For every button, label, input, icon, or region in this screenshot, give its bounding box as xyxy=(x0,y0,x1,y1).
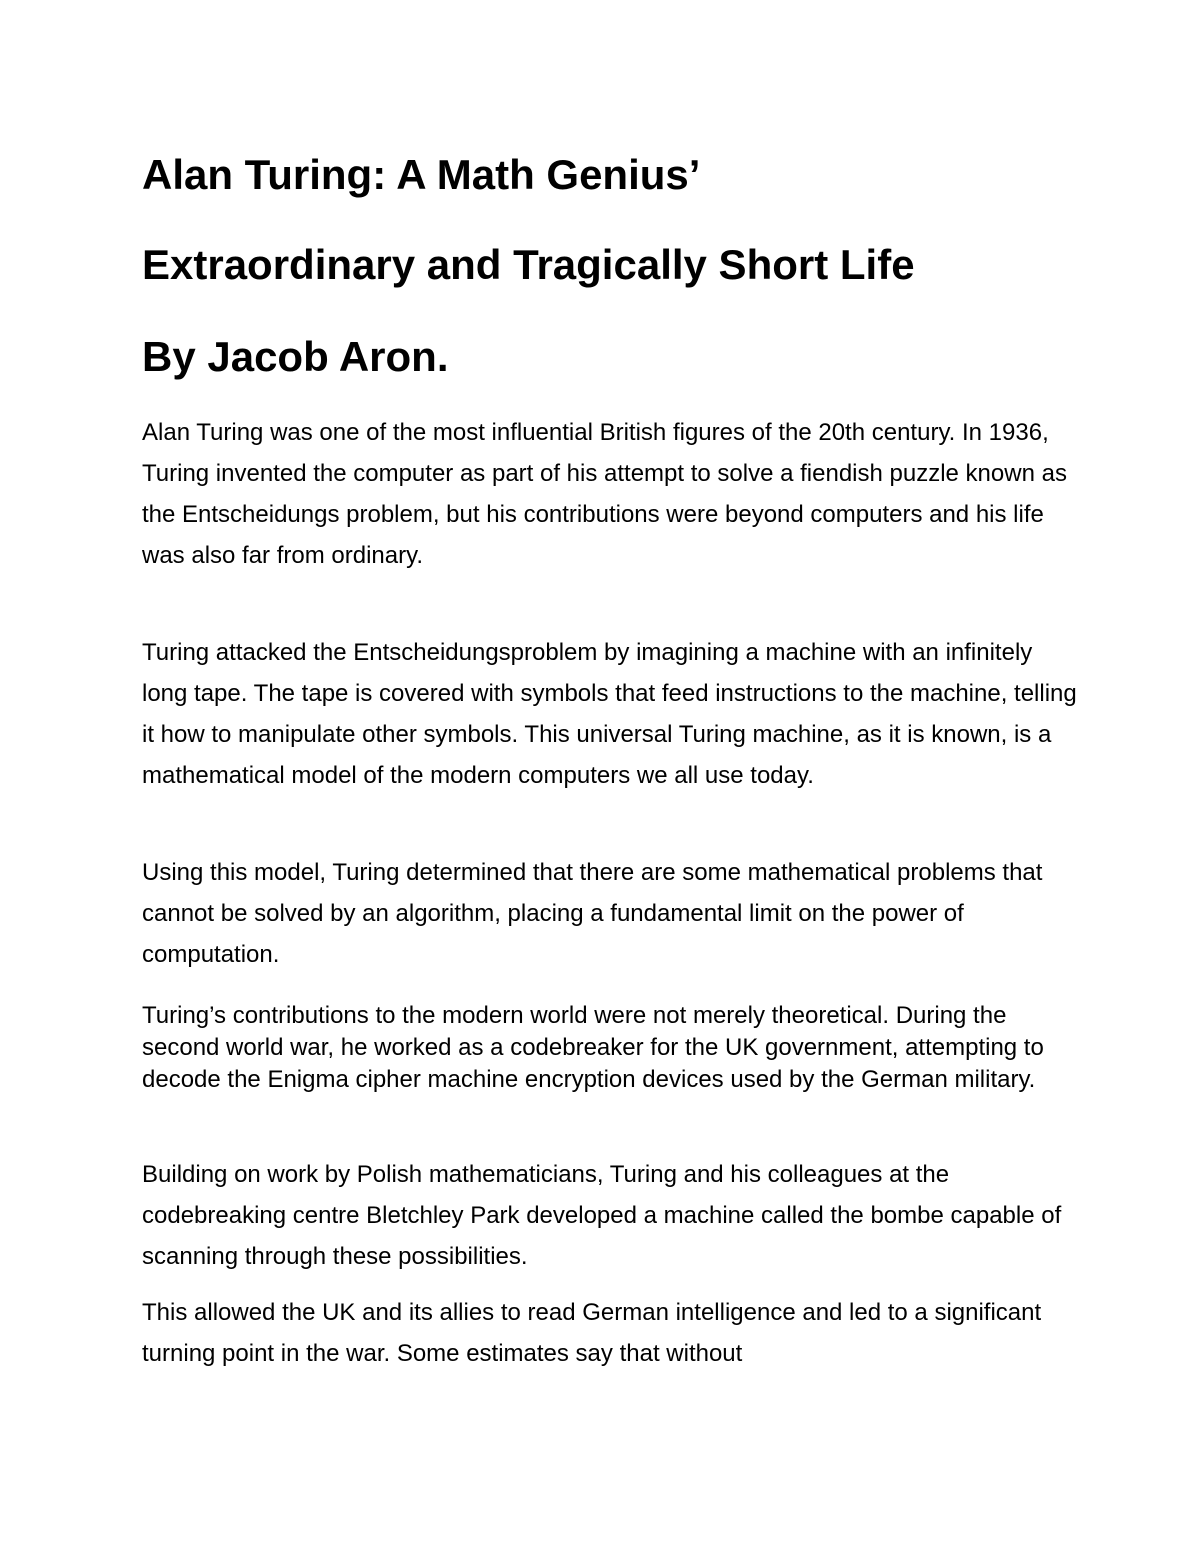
paragraph-1: Alan Turing was one of the most influential British figures of the 20th century. In 1936, Turing invented the computer as part of his attempt to solve a fiendish puzzle known as the Entscheidungs problem, but his contributions were beyond computers and his life was also far from ordinary. xyxy=(142,419,1067,569)
byline: By Jacob Aron. xyxy=(142,333,449,380)
title-line-1: Alan Turing: A Math Genius’ xyxy=(142,151,701,198)
paragraph-2: Turing attacked the Entscheidungsproblem by imagining a machine with an infinitely long tape. The tape is covered with symbols that feed instructions to the machine, telling it how to manipulate other symbols. This universal Turing machine, as it is known, is a mathematical model of the modern computers we all use today. xyxy=(142,639,1077,789)
paragraph-5: Building on work by Polish mathematicians, Turing and his colleagues at the codebreaking centre Bletchley Park developed a machine called the bombe capable of scanning through these possibilities. xyxy=(142,1161,1062,1270)
paragraph-6: This allowed the UK and its allies to read German intelligence and led to a significant turning point in the war. Some estimates say that without xyxy=(142,1299,1042,1367)
title-line-2: Extraordinary and Tragically Short Life xyxy=(142,241,915,288)
paragraph-4: Turing’s contributions to the modern world were not merely theoretical. During the second world war, he worked as a codebreaker for the UK government, attempting to decode the Enigma cipher machine encryption devices used by the German military. xyxy=(142,1002,1044,1093)
paragraph-3: Using this model, Turing determined that there are some mathematical problems that cannot be solved by an algorithm, placing a fundamental limit on the power of computation. xyxy=(142,859,1043,968)
